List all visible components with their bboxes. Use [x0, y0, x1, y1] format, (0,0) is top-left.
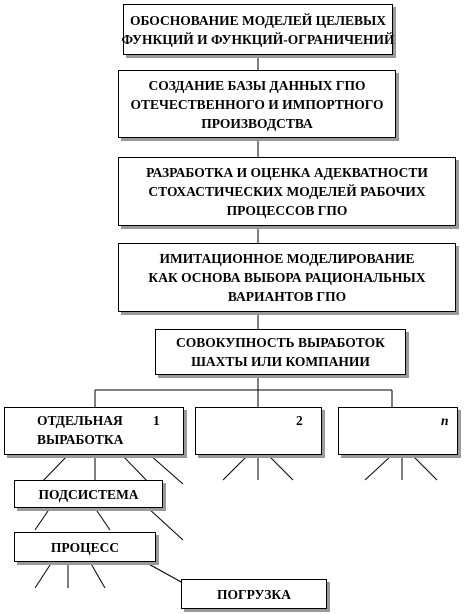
- process-label: ПРОЦЕСС: [50, 539, 120, 555]
- block-stochastic-models-line-1: РАЗРАБОТКА И ОЦЕНКА АДЕКВАТНОСТИ: [146, 165, 428, 180]
- fan-w2-1: [223, 455, 248, 480]
- block-database: [118, 70, 396, 138]
- fan-w2-3: [268, 455, 293, 480]
- fan-sub-2: [95, 508, 110, 530]
- block-set-of-workings: [155, 329, 406, 375]
- block-database-line-3: ПРОИЗВОДСТВА: [201, 115, 313, 131]
- fan-wn-3: [412, 455, 437, 480]
- block-objective-models-line-2: ФУНКЦИЙ И ФУНКЦИЙ-ОГРАНИЧЕНИЙ: [121, 31, 395, 47]
- block-stochastic-models-line-2: СТОХАСТИЧЕСКИХ МОДЕЛЕЙ РАБОЧИХ: [148, 184, 426, 199]
- fan-sub-1: [35, 508, 50, 530]
- loading-label: ПОГРУЗКА: [217, 586, 291, 602]
- block-simulation-line-1: ИМИТАЦИОННОЕ МОДЕЛИРОВАНИЕ: [159, 251, 415, 266]
- fan-wn-1: [365, 455, 392, 480]
- subsystem-box: [14, 480, 163, 508]
- working-1-line-1: ОТДЕЛЬНАЯ: [37, 413, 123, 428]
- working-n-number: n: [441, 413, 449, 428]
- block-simulation: [118, 243, 456, 312]
- working-2-box: [195, 407, 322, 455]
- block-simulation-line-3: ВАРИАНТОВ ГПО: [227, 289, 347, 304]
- block-objective-models: [123, 4, 393, 55]
- block-set-of-workings-line-1: СОВОКУПНОСТЬ ВЫРАБОТОК: [176, 335, 385, 350]
- block-database-line-2: ОТЕЧЕСТВЕННОГО И ИМПОРТНОГО: [130, 96, 384, 112]
- block-simulation-line-2: КАК ОСНОВА ВЫБОРА РАЦИОНАЛЬНЫХ: [148, 270, 426, 285]
- working-1-line-2: ВЫРАБОТКА: [37, 432, 124, 447]
- block-stochastic-models-line-3: ПРОЦЕССОВ ГПО: [226, 203, 348, 218]
- fan-proc-1: [35, 562, 52, 588]
- block-objective-models-line-1: ОБОСНОВАНИЕ МОДЕЛЕЙ ЦЕЛЕВЫХ: [129, 12, 387, 28]
- working-2-number: 2: [296, 413, 303, 428]
- fan-proc-4: [145, 562, 183, 583]
- process-box: [14, 532, 156, 562]
- block-database-line-1: СОЗДАНИЕ БАЗЫ ДАННЫХ ГПО: [148, 77, 366, 93]
- block-set-of-workings-line-2: ШАХТЫ ИЛИ КОМПАНИИ: [191, 354, 370, 369]
- block-stochastic-models: [118, 157, 456, 226]
- working-1-number: 1: [153, 413, 160, 428]
- working-1-box: [4, 407, 184, 455]
- working-n-box: [338, 407, 458, 455]
- loading-box: [181, 579, 327, 609]
- subsystem-label: ПОДСИСТЕМА: [38, 486, 139, 502]
- fan-proc-3: [90, 562, 105, 588]
